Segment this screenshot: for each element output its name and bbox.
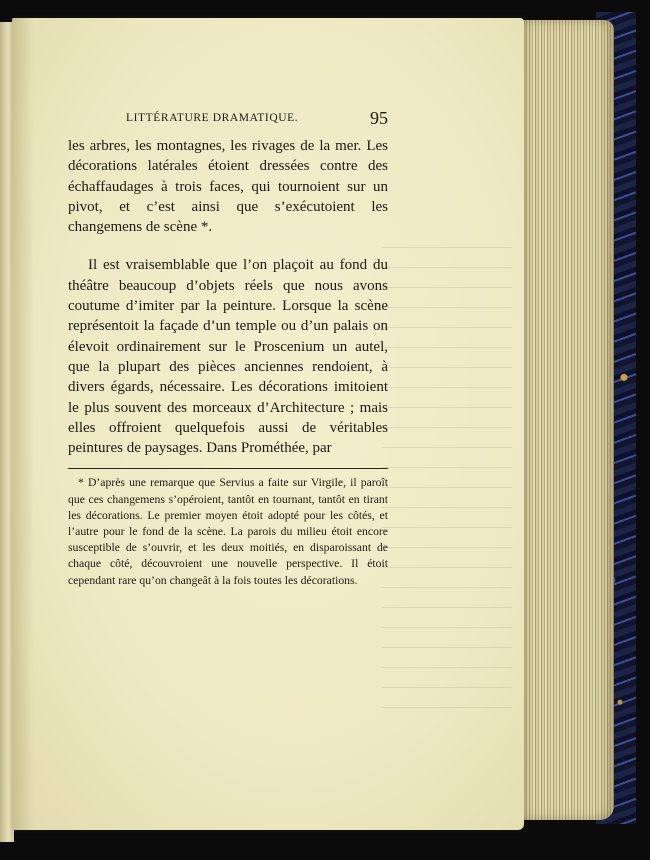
paragraph-1: les arbres, les montagnes, les rivages de la mer. Les décorations latérales étoient dressées contre des échaffaudages à trois faces, qui tournoient sur un pivot, et c’est ainsi que s’exécutoient les changemens de scène *.: [68, 138, 388, 236]
page-number: 95: [370, 108, 388, 128]
footnote: * D’après une remarque que Servius a faite sur Virgile, il paroît que ces changemens s’opéroient, tantôt en tournant, tantôt en tirant les décorations. Le premier moyen étoit adopté pour les côtés, et l’autre pour le fond de la scène. La parois du milieu étoit encore susceptible de s’ouvrir, et les deux moitiés, en disparoissant de chaque côté, découvroient une nouvelle perspective. Il étoit cependant rare qu’on changeât à la fois toutes les décorations.: [68, 476, 388, 587]
paragraph-2: Il est vraisemblable que l’on plaçoit au fond du théâtre beaucoup d’objets réels que nous avons coutume d’imiter par la peinture. Lorsque la scène représentoit la façade d’un temple ou d’un palais on élevoit ordinairement sur le Proscenium un autel, que la plupart des pièces anciennes rendoient, à divers égards, nécessaire. Les décorations imitoient le plus souvent des morceaux d’Architecture ; mais elles offroient quelquefois aussi de véritables peintures de paysages. Dans Prométhée, par: [68, 257, 388, 457]
footnote-rule: [68, 468, 388, 469]
running-head: [68, 108, 388, 132]
gutter-shadow: [12, 18, 34, 830]
running-title: LITTÉRATURE DRAMATIQUE.: [126, 112, 299, 124]
book-page: [12, 18, 524, 830]
show-through: [382, 228, 512, 708]
text-block: [68, 108, 388, 589]
body-text: [68, 136, 388, 458]
